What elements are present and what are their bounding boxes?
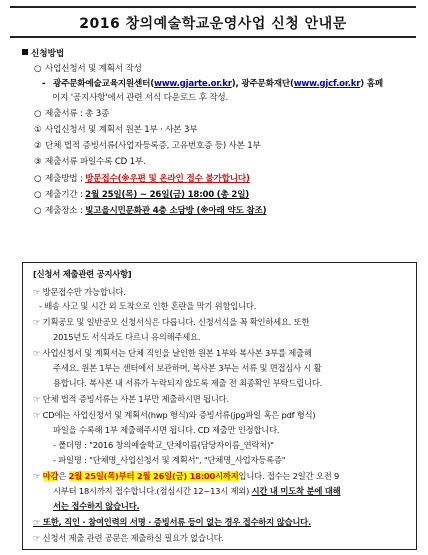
document-item-2: ② 단체 법적 증빙서류(사업자등록증, 고유번호증 등) 사본 1부 — [34, 141, 261, 151]
title-bar — [10, 6, 416, 38]
method-item-download: - 광주문화예술교육지원센터(www.gjarte.or.kr), 광주문화재단(www.gjcf.or.kr) 홈페 — [42, 79, 384, 89]
page-title: 2016 창의예술학교운영사업 신청 안내문 — [79, 16, 347, 32]
notice-line: 용합니다. 복사본 내 서류가 누락되지 않도록 제출 전 최종확인 부탁드립니다. — [53, 378, 323, 388]
notice-line: ☞ 기획공모 및 일반공모 신청서식은 다릅니다. 신청서식을 꼭 확인하세요. 또한 — [33, 317, 310, 327]
notice-line: 주세요. 원본 1부는 센터에서 보관하며, 복사본 3부는 서류 및 면접심사 시 활 — [53, 363, 322, 373]
method-item-download-cont: 이지 '공지사항'에서 관련 서식 다운로드 후 작성. — [52, 93, 228, 103]
method-item-form: ○ 사업신청서 및 계획서 작성 — [34, 64, 142, 74]
document-item-3: ③ 제출서류 파일수록 CD 1부. — [34, 157, 146, 167]
notice-line: ☞ 단체 법적 증빙서류는 사본 1부만 제출하시면 됩니다. — [33, 394, 229, 404]
section-title: 신청방법 — [22, 47, 64, 59]
deadline-line-2: 시부터 18시까지 접수합니다.(점심시간 12~13시 제외) 시간 내 미도착 분에 대해 — [53, 486, 341, 496]
method-item-location: ○ 제출장소 : 빛고을시민문화관 4층 소담방 (※아래 약도 참조) — [34, 206, 267, 216]
notice-line: - 폴더명 : "2016 창의예술학교_단체이름(담당자이름_연락처)" — [53, 440, 274, 450]
seal-requirement-line: ☞ 또한, 직인 · 참여인력의 서명 · 증빙서류 등이 없는 경우 접수하지 않습니다. — [33, 517, 311, 527]
notice-header: [신청서 제출관련 공지사항] — [33, 269, 132, 279]
notice-line: 파일을 수록해 1부 제출해주시면 됩니다. CD 제출만 인정합니다. — [53, 425, 280, 435]
notice-line: 2015년도 서식과도 다르니 유의해주세요. — [53, 332, 201, 342]
method-item-period: ○ 제출기간 : 2월 25일(목) ~ 26일(금) 18:00 (총 2일) — [34, 190, 250, 200]
deadline-line: ☞ 마감은 2월 25일(목)부터 2월 26일(금) 18:00시까지입니다. 접수는 2일간 오전 9 — [33, 471, 340, 481]
deadline-line-3: 서는 접수하지 않습니다. — [53, 501, 140, 511]
gjarte-link[interactable]: www.gjarte.or.kr — [153, 79, 232, 89]
document-item-1: ① 사업신청서 및 계획서 원본 1부 · 사본 3부 — [34, 125, 198, 135]
notice-line: ☞ CD에는 사업신청서 및 계획서(hwp 형식)와 증빙서류(jpg파일 혹은 pdf 형식) — [33, 410, 316, 420]
notice-box — [22, 262, 417, 550]
method-item-submission: ○ 제출방법 : 방문접수(※우편 및 온라인 접수 불가합니다) — [34, 174, 250, 184]
notice-line: - 파일명 : "단체명_사업신청서 및 계획서", "단체명_사업자등록증" — [53, 455, 286, 465]
notice-line: - 배송 사고 및 시간 외 도착으로 인한 혼란을 막기 위함입니다. — [39, 301, 257, 311]
square-bullet-icon — [22, 49, 28, 55]
notice-last-line: ☞ 신청서 제출 관련 공문은 제출하실 필요가 없습니다. — [33, 533, 224, 543]
method-item-documents: ○ 제출서류 : 총 3종 — [34, 109, 110, 119]
notice-line: ☞ 방문접수만 가능합니다. — [33, 287, 126, 297]
notice-line: ☞ 사업신청서 및 계획서는 단체 직인을 날인한 원본 1부와 복사본 3부를 제출해 — [33, 348, 312, 358]
gjcf-link[interactable]: www.gjcf.or.kr — [293, 79, 361, 89]
